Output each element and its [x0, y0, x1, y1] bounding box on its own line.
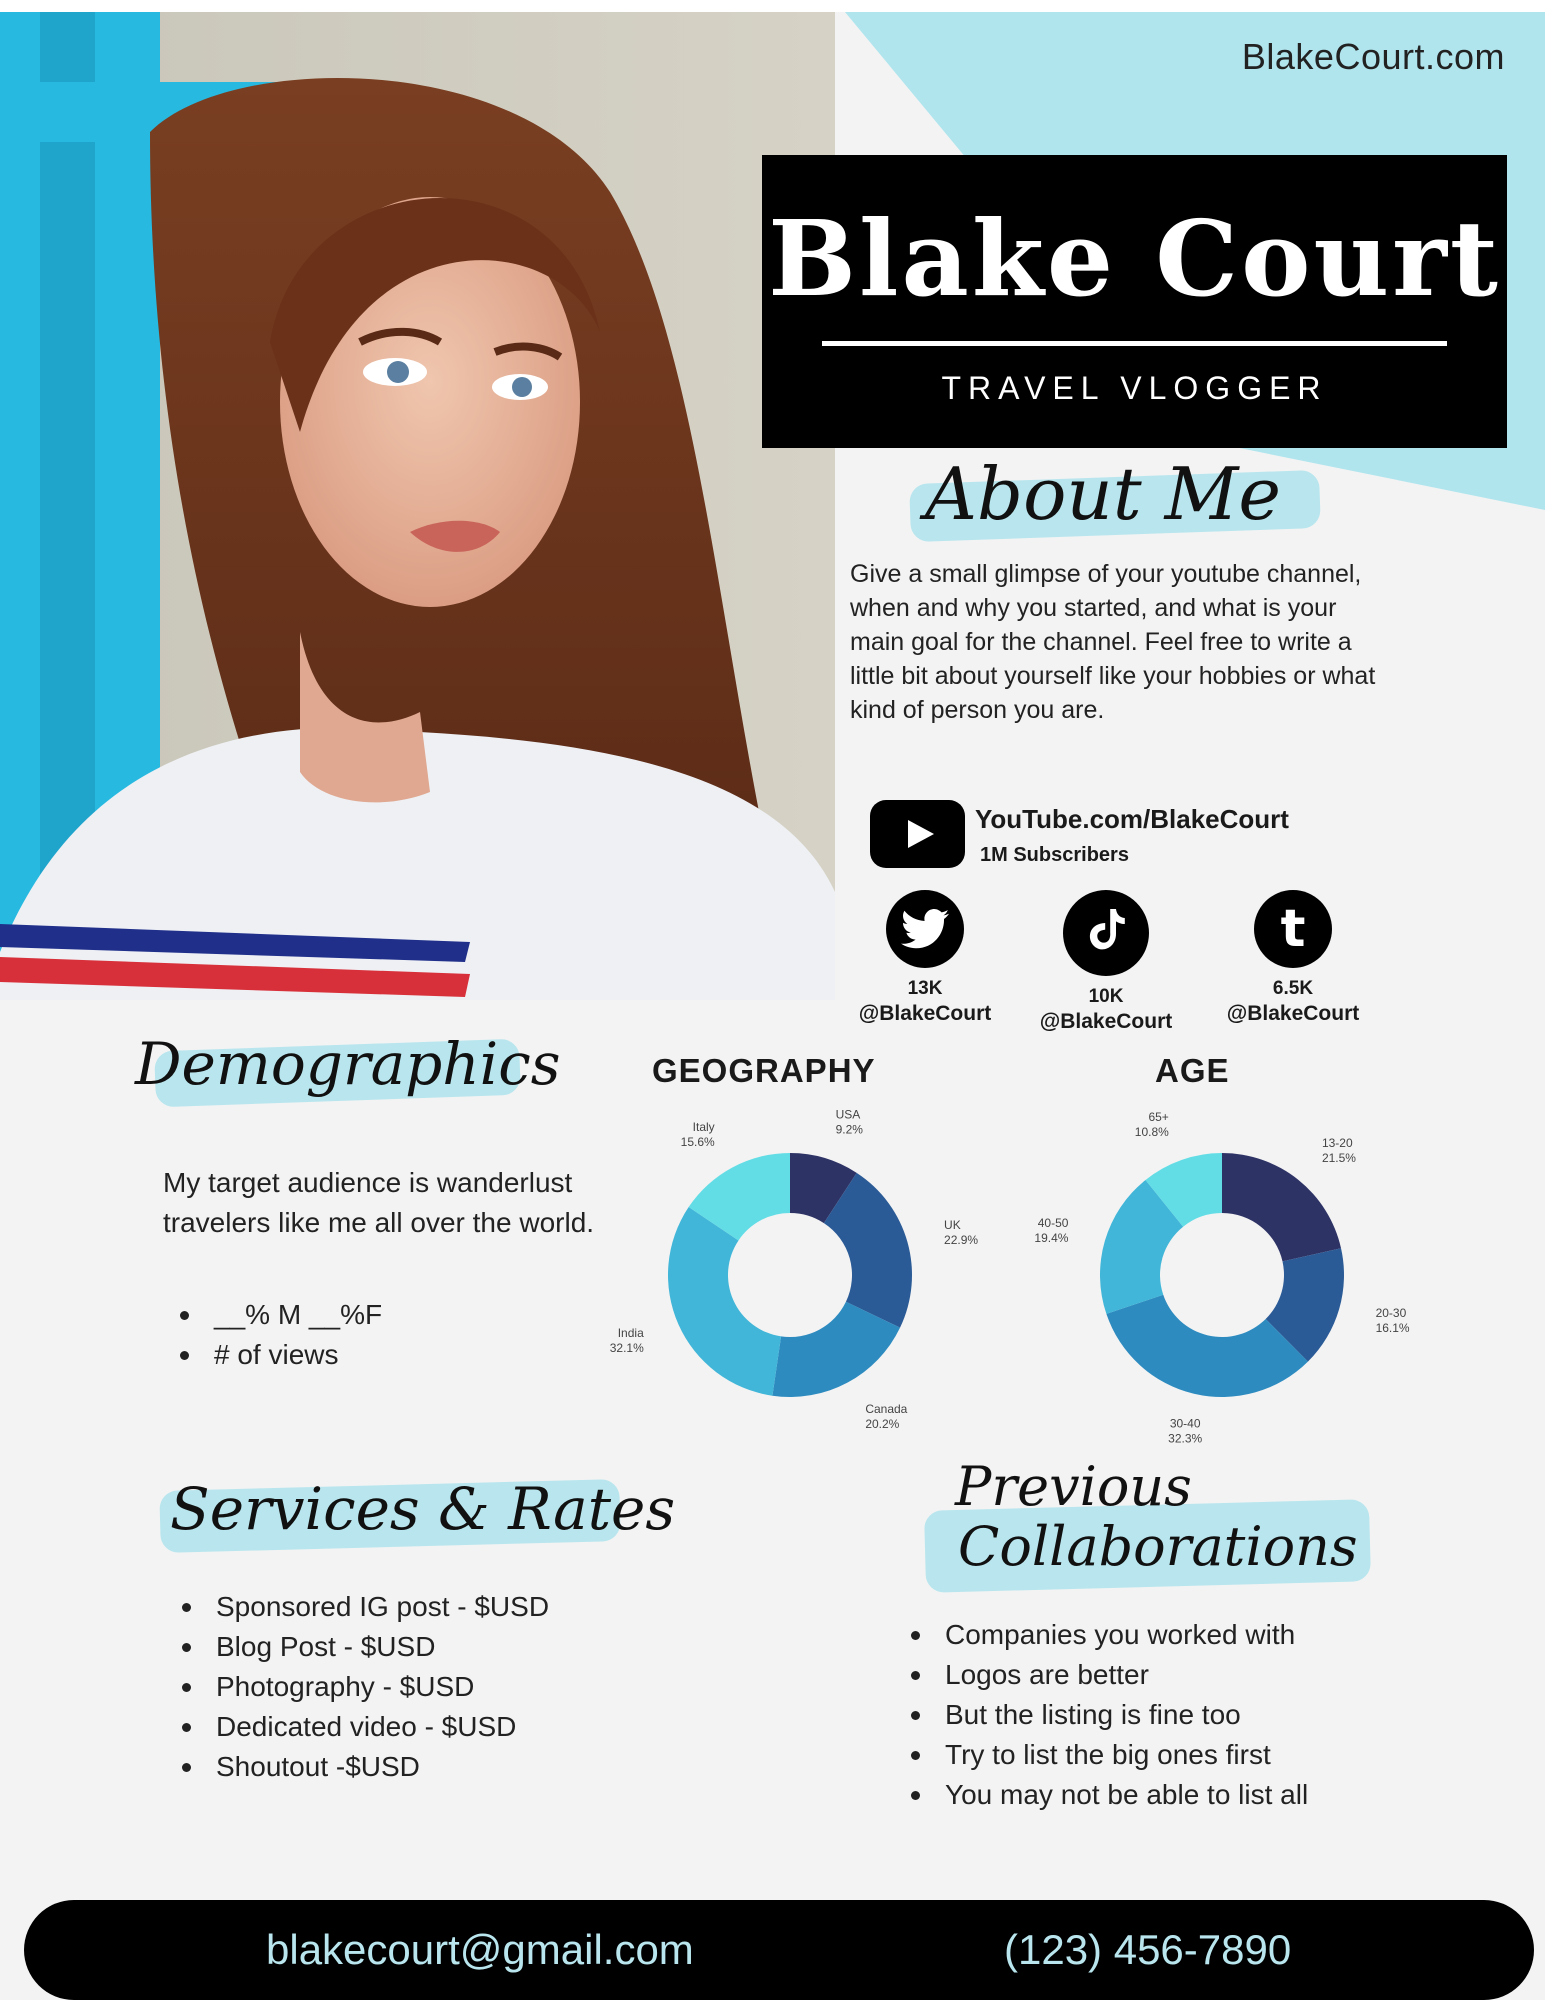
slice-value-label: 19.4%	[1034, 1231, 1069, 1246]
page-title: Blake Court	[768, 197, 1501, 320]
collabs-heading-line2: Collaborations	[958, 1515, 1358, 1578]
slice-value-label: 15.6%	[680, 1134, 715, 1149]
slice-category-label: 65+	[1148, 1110, 1169, 1125]
donut-slice-13-20	[1222, 1153, 1341, 1261]
list-item: Logos are better	[911, 1655, 1308, 1695]
email-link[interactable]: blakecourt@gmail.com	[266, 1926, 694, 1973]
youtube-link[interactable]: YouTube.com/BlakeCourt	[975, 804, 1289, 834]
social-twitter[interactable]	[830, 890, 1020, 1026]
geography-donut-chart	[609, 1100, 979, 1440]
slice-value-label: 32.1%	[609, 1340, 644, 1355]
youtube-subscribers: 1M Subscribers	[980, 844, 1129, 866]
subtitle-role: TRAVEL VLOGGER	[941, 370, 1328, 406]
phone-link[interactable]: (123) 456-7890	[1004, 1926, 1292, 1973]
social-tiktok[interactable]	[1011, 890, 1201, 1034]
slice-category-label: 40-50	[1037, 1216, 1069, 1231]
slice-value-label: 21.5%	[1321, 1151, 1356, 1166]
tumblr-handle[interactable]: @BlakeCourt	[1226, 1002, 1360, 1025]
title-divider	[822, 341, 1447, 346]
list-item: # of views	[180, 1335, 382, 1375]
list-item: You may not be able to list all	[911, 1775, 1308, 1815]
slice-category-label: India	[617, 1325, 644, 1340]
demographics-body: My target audience is wanderlust travelers like me all over the world.	[163, 1167, 595, 1238]
tumblr-count: 6.5K	[1272, 978, 1314, 999]
twitter-icon[interactable]	[886, 890, 964, 968]
slice-category-label: 20-30	[1375, 1305, 1407, 1320]
portrait-photo	[0, 12, 835, 1000]
slice-category-label: 13-20	[1321, 1136, 1353, 1151]
list-item: Companies you worked with	[911, 1615, 1308, 1655]
slice-value-label: 20.2%	[865, 1417, 900, 1432]
collabs-list	[911, 1615, 1308, 1815]
list-item: But the listing is fine too	[911, 1695, 1308, 1735]
slice-value-label: 22.9%	[944, 1232, 979, 1247]
slice-value-label: 9.2%	[835, 1122, 863, 1137]
slice-category-label: Canada	[865, 1402, 908, 1417]
list-item: Try to list the big ones first	[911, 1735, 1308, 1775]
collabs-heading-line1: Previous	[955, 1455, 1192, 1518]
slice-category-label: Italy	[692, 1119, 715, 1134]
tiktok-count: 10K	[1088, 986, 1124, 1007]
age-donut-chart	[1034, 1100, 1410, 1446]
slice-category-label: 30-40	[1169, 1416, 1201, 1431]
slice-value-label: 10.8%	[1134, 1125, 1169, 1140]
name-banner	[762, 155, 1507, 448]
about-heading: About Me	[925, 452, 1281, 536]
list-item: __% M __%F	[180, 1295, 382, 1335]
contact-footer	[24, 1900, 1534, 2000]
tumblr-icon[interactable]: t	[1254, 890, 1332, 968]
twitter-count: 13K	[907, 978, 943, 999]
tiktok-handle[interactable]: @BlakeCourt	[1039, 1010, 1173, 1033]
donut-slice-india	[668, 1207, 781, 1396]
geography-chart-title: GEOGRAPHY	[652, 1052, 876, 1089]
list-item: Blog Post - $USD	[182, 1627, 549, 1667]
services-list	[182, 1587, 549, 1787]
website-url[interactable]: BlakeCourt.com	[1241, 36, 1505, 77]
youtube-icon[interactable]	[870, 800, 965, 868]
demographics-list	[180, 1295, 382, 1375]
list-item: Shoutout -$USD	[182, 1747, 549, 1787]
slice-value-label: 32.3%	[1168, 1431, 1203, 1446]
list-item: Photography - $USD	[182, 1667, 549, 1707]
social-tumblr[interactable]	[1198, 890, 1388, 1026]
slice-category-label: UK	[944, 1217, 961, 1232]
tiktok-icon[interactable]	[1063, 890, 1149, 976]
list-item: Sponsored IG post - $USD	[182, 1587, 549, 1627]
twitter-handle[interactable]: @BlakeCourt	[858, 1002, 992, 1025]
about-body: Give a small glimpse of your youtube channel, when and why you started, and what is your main goal for the channel. Feel free to write a little bit about yourself like your hobbies or what kind of person you are.	[850, 560, 1376, 724]
services-heading: Services & Rates	[170, 1475, 676, 1543]
slice-category-label: USA	[835, 1107, 861, 1122]
list-item: Dedicated video - $USD	[182, 1707, 549, 1747]
slice-value-label: 16.1%	[1375, 1320, 1410, 1335]
age-chart-title: AGE	[1155, 1052, 1230, 1089]
demographics-heading: Demographics	[135, 1030, 561, 1098]
